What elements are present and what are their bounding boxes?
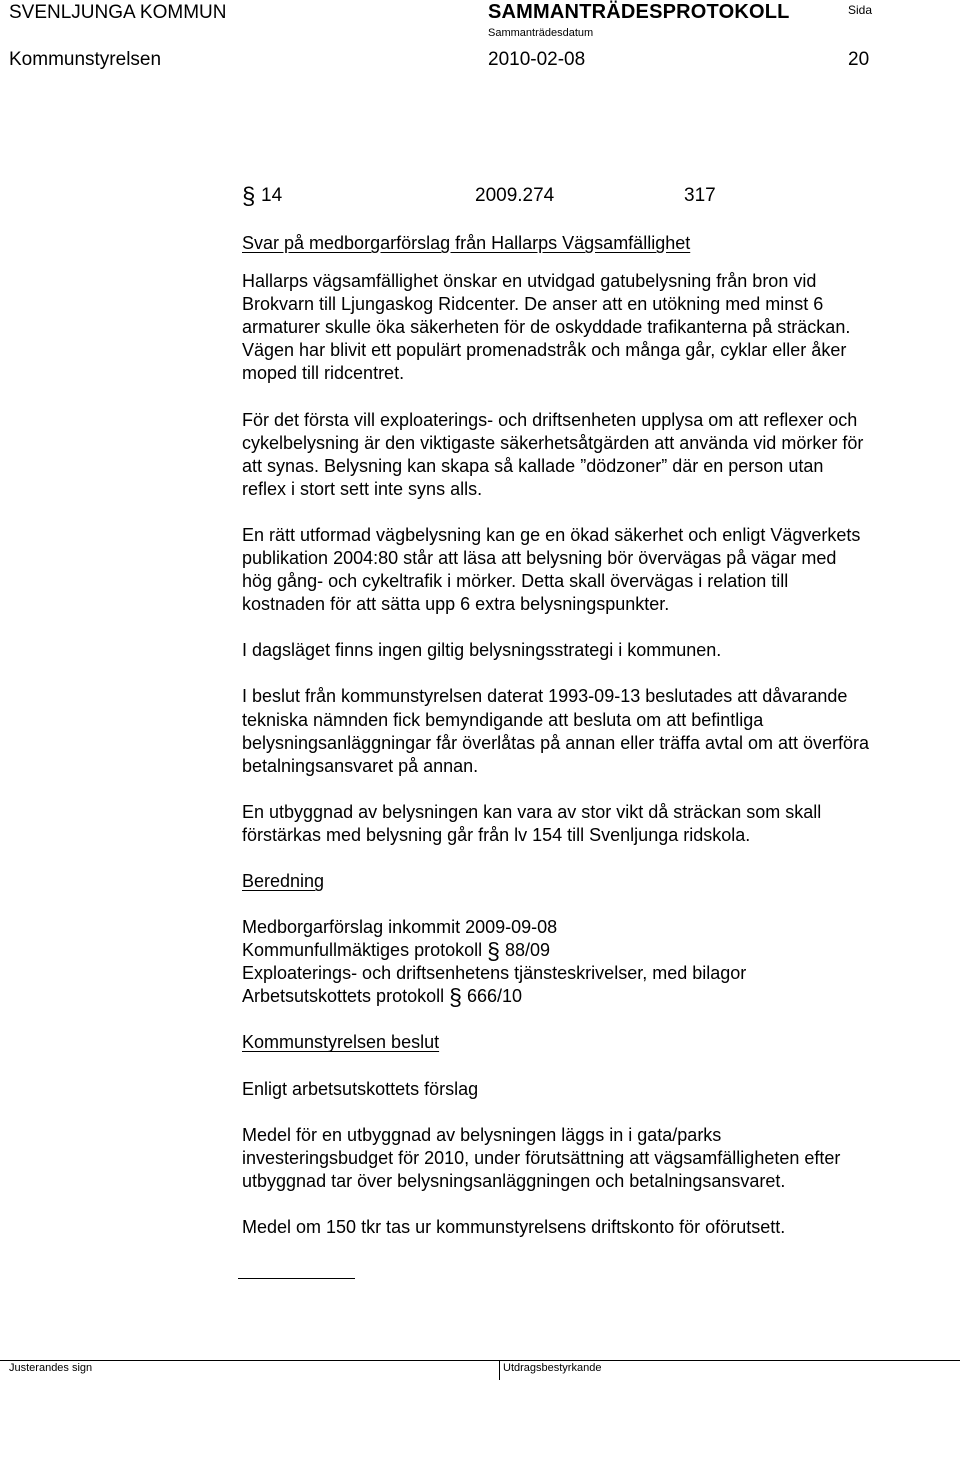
text-line: att synas. Belysning kan skapa så kallade ”dödzoner” där en person utan <box>242 455 824 476</box>
decision-proposal: Enligt arbetsutskottets förslag <box>242 1078 479 1099</box>
text-line: tekniska nämnden fick bemyndigande att besluta om att befintliga <box>242 709 764 730</box>
paragraph-sign: § <box>449 984 462 1011</box>
text-line: I dagsläget finns ingen giltig belysningsstrategi i kommunen. <box>242 640 722 661</box>
certification-label: Utdragsbestyrkande <box>503 1362 602 1374</box>
text-line: utbyggnad tar över belysningsanläggningen och betalningsansvaret. <box>242 1170 786 1191</box>
paragraph-number: 14 <box>261 185 283 206</box>
footer-divider-line <box>0 1360 960 1361</box>
paragraph-sign: § <box>487 938 500 965</box>
text-line: kostnaden för att sätta upp 6 extra belysningspunkter. <box>242 594 670 615</box>
text-line: En rätt utformad vägbelysning kan ge en ökad säkerhet och enligt Vägverkets <box>242 524 861 545</box>
decision-text <box>242 1124 954 1193</box>
preparation-item-ref: 88/09 <box>504 940 550 961</box>
preparation-item <box>242 938 954 965</box>
text-line: hög gång- och cykeltrafik i mörker. Detta skall övervägas i relation till <box>242 571 789 592</box>
preparation-item-text: Kommunfullmäktiges protokoll <box>242 940 483 961</box>
decision-funding: Medel om 150 tkr tas ur kommunstyrelsens driftskonto för oförutsett. <box>242 1216 786 1237</box>
organization-name: SVENLJUNGA KOMMUN <box>9 2 227 23</box>
paragraph-previous-decision <box>242 685 954 777</box>
text-line: reflex i stort sett inte syns alls. <box>242 478 483 499</box>
meeting-date: 2010-02-08 <box>488 49 586 70</box>
text-line: Medel för en utbyggnad av belysningen läggs in i gata/parks <box>242 1124 722 1145</box>
text-line: Brokvarn till Ljungaskog Ridcenter. De anser att en utökning med minst 6 <box>242 294 824 315</box>
text-line: I beslut från kommunstyrelsen daterat 1993-09-13 beslutades att dåvarande <box>242 686 848 707</box>
text-line: investeringsbudget för 2010, under förutsättning att vägsamfälligheten efter <box>242 1147 841 1168</box>
footer-column-divider <box>499 1360 500 1380</box>
page-number: 20 <box>848 49 870 70</box>
paragraph-expansion <box>242 801 954 847</box>
text-line: En utbyggnad av belysningen kan vara av stor vikt då sträckan som skall <box>242 801 822 822</box>
document-type: SAMMANTRÄDESPROTOKOLL <box>488 1 790 23</box>
signature-label: Justerandes sign <box>9 1362 93 1374</box>
text-line: För det första vill exploaterings- och driftsenheten upplysa om att reflexer och <box>242 409 858 430</box>
text-line: armaturer skulle öka säkerheten för de oskyddade trafikanterna på sträckan. <box>242 317 851 338</box>
paragraph-background <box>242 270 954 385</box>
paragraph-reflexes <box>242 409 954 501</box>
item-title: Svar på medborgarförslag från Hallarps Vägsamfällighet <box>242 233 691 253</box>
preparation-item-text: Arbetsutskottets protokoll <box>242 986 445 1007</box>
meeting-date-label: Sammanträdesdatum <box>488 27 594 39</box>
minutes-body <box>242 232 954 1239</box>
preparation-item <box>242 984 954 1011</box>
end-of-item-rule <box>238 1278 355 1279</box>
case-number: 2009.274 <box>475 185 555 206</box>
document-number: 317 <box>684 185 716 206</box>
text-line: förstärkas med belysning går från lv 154 till Svenljunga ridskola. <box>242 824 751 845</box>
text-line: moped till ridcentret. <box>242 363 405 384</box>
text-line: Hallarps vägsamfällighet önskar en utvidgad gatubelysning från bron vid <box>242 271 817 292</box>
preparation-heading: Beredning <box>242 870 325 891</box>
paragraph-strategy <box>242 639 954 662</box>
committee-name: Kommunstyrelsen <box>9 49 162 70</box>
paragraph-sign: § <box>242 183 256 210</box>
paragraph-road-lighting <box>242 524 954 616</box>
text-line: publikation 2004:80 står att läsa att belysning bör övervägas på vägar med <box>242 548 837 569</box>
text-line: cykelbelysning är den viktigaste säkerhetsåtgärden att använda vid mörker för <box>242 432 864 453</box>
preparation-item-ref: 666/10 <box>466 986 522 1007</box>
preparation-item: Medborgarförslag inkommit 2009-09-08 <box>242 917 558 938</box>
preparation-list <box>242 916 954 1011</box>
page-label: Sida <box>848 3 873 17</box>
text-line: belysningsanläggningar får överlåtas på annan eller träffa avtal om att överföra <box>242 732 870 753</box>
text-line: Vägen har blivit ett populärt promenadstråk och många går, cyklar eller åker <box>242 340 847 361</box>
preparation-item: Exploaterings- och driftsenhetens tjänsteskrivelser, med bilagor <box>242 963 747 984</box>
decision-heading: Kommunstyrelsen beslut <box>242 1032 440 1053</box>
text-line: betalningsansvaret på annan. <box>242 755 479 776</box>
